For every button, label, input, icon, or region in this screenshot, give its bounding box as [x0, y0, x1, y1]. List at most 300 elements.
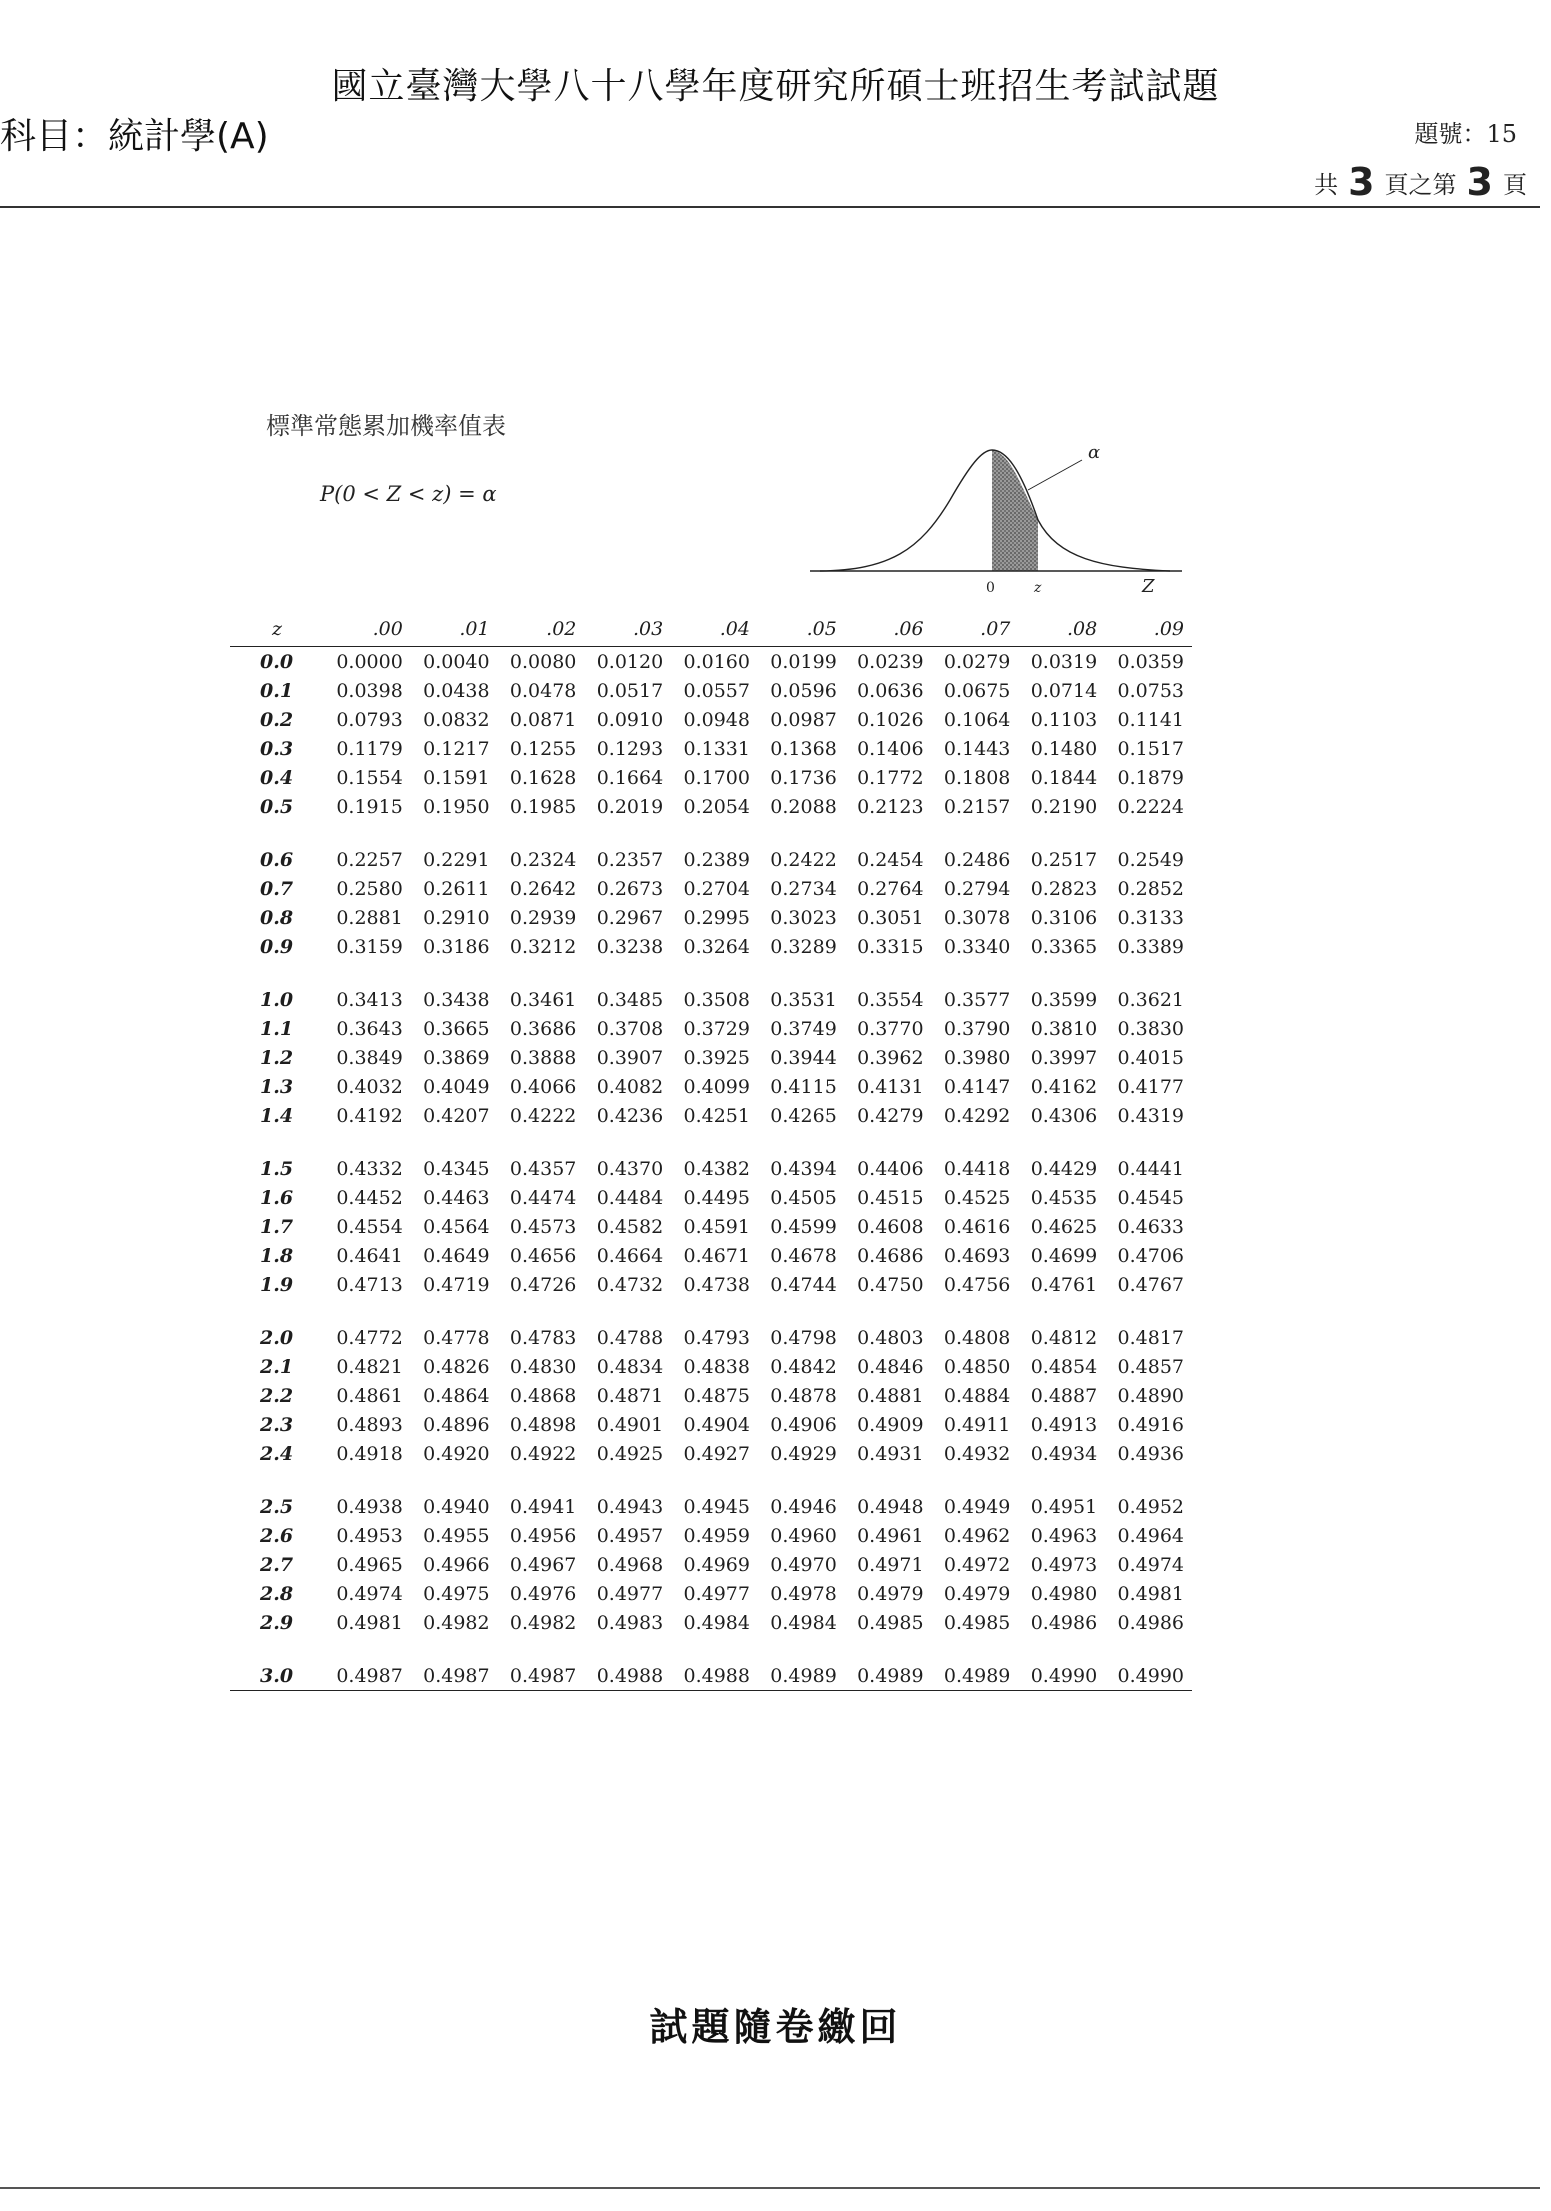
probability-cell: 0.4978: [770, 1582, 837, 1605]
z-value: 1.3: [260, 1075, 294, 1098]
probability-cell: 0.4236: [596, 1104, 664, 1127]
probability-cell: 0.3413: [336, 988, 403, 1011]
probability-cell: 0.4505: [770, 1186, 837, 1209]
probability-cell: 0.0199: [770, 650, 837, 673]
probability-cell: 0.4319: [1117, 1104, 1184, 1127]
probability-cell: 0.4861: [336, 1384, 403, 1407]
probability-cell: 0.4830: [509, 1355, 577, 1378]
table-row: [230, 734, 1192, 763]
probability-cell: 0.4599: [770, 1215, 837, 1238]
probability-cell: 0.3485: [596, 988, 664, 1011]
probability-cell: 0.4778: [423, 1326, 490, 1349]
probability-cell: 0.4767: [1117, 1273, 1184, 1296]
probability-cell: 0.1255: [509, 737, 577, 760]
probability-cell: 0.4474: [509, 1186, 577, 1209]
z-value: 1.1: [260, 1017, 294, 1040]
probability-cell: 0.1026: [857, 708, 924, 731]
probability-cell: 0.3051: [857, 906, 924, 929]
z-value: 2.0: [260, 1326, 294, 1349]
probability-cell: 0.4671: [683, 1244, 750, 1267]
probability-cell: 0.3810: [1030, 1017, 1098, 1040]
probability-cell: 0.4838: [683, 1355, 750, 1378]
probability-cell: 0.4946: [770, 1495, 837, 1518]
table-row: [230, 821, 1192, 874]
probability-cell: 0.4693: [943, 1244, 1011, 1267]
probability-cell: 0.2642: [509, 877, 577, 900]
probability-cell: 0.4788: [596, 1326, 664, 1349]
probability-cell: 0.4641: [336, 1244, 403, 1267]
column-header: .05: [758, 614, 845, 647]
z-value: 2.8: [260, 1582, 294, 1605]
column-header: .03: [584, 614, 671, 647]
probability-cell: 0.4857: [1117, 1355, 1184, 1378]
probability-cell: 0.4463: [423, 1186, 490, 1209]
probability-cell: 0.4049: [423, 1075, 490, 1098]
probability-cell: 0.2823: [1030, 877, 1098, 900]
table-row: [230, 1241, 1192, 1270]
probability-cell: 0.4871: [596, 1384, 664, 1407]
probability-cell: 0.1985: [509, 795, 577, 818]
probability-cell: 0.4949: [943, 1495, 1011, 1518]
probability-cell: 0.4082: [596, 1075, 664, 1098]
z-value: 2.5: [260, 1495, 294, 1518]
probability-cell: 0.2704: [683, 877, 750, 900]
z-value: 1.9: [260, 1273, 294, 1296]
probability-cell: 0.4906: [770, 1413, 837, 1436]
z-value: 2.4: [260, 1442, 294, 1465]
probability-cell: 0.4982: [509, 1611, 577, 1634]
probability-cell: 0.4808: [943, 1326, 1011, 1349]
z-value: 0.9: [260, 935, 294, 958]
probability-cell: 0.0832: [423, 708, 490, 731]
probability-cell: 0.4960: [770, 1524, 837, 1547]
probability-cell: 0.2881: [336, 906, 403, 929]
probability-cell: 0.4988: [671, 1637, 758, 1691]
probability-cell: 0.4864: [423, 1384, 490, 1407]
probability-cell: 0.4957: [596, 1524, 664, 1547]
probability-cell: 0.3186: [423, 935, 490, 958]
table-row: [230, 1550, 1192, 1579]
probability-cell: 0.4345: [423, 1157, 490, 1180]
probability-cell: 0.4966: [423, 1553, 490, 1576]
probability-cell: 0.2157: [943, 795, 1011, 818]
probability-cell: 0.3869: [423, 1046, 490, 1069]
probability-cell: 0.3907: [596, 1046, 664, 1069]
normal-curve-figure: [810, 440, 1190, 600]
probability-cell: 0.4279: [857, 1104, 924, 1127]
probability-cell: 0.2190: [1030, 795, 1098, 818]
probability-cell: 0.4793: [683, 1326, 750, 1349]
probability-cell: 0.2389: [683, 848, 750, 871]
probability-cell: 0.4983: [596, 1611, 664, 1634]
probability-cell: 0.4943: [596, 1495, 664, 1518]
probability-cell: 0.4918: [336, 1442, 403, 1465]
probability-cell: 0.3643: [336, 1017, 403, 1040]
z-value: 0.6: [260, 848, 294, 871]
probability-cell: 0.4989: [758, 1637, 845, 1691]
probability-formula: P(0 < Z < z) = α: [320, 482, 497, 506]
footer-divider: [0, 2187, 1540, 2189]
probability-cell: 0.3830: [1117, 1017, 1184, 1040]
probability-cell: 0.4878: [770, 1384, 837, 1407]
probability-cell: 0.2088: [770, 795, 837, 818]
probability-cell: 0.0517: [596, 679, 664, 702]
probability-cell: 0.1179: [336, 737, 403, 760]
probability-cell: 0.0714: [1030, 679, 1098, 702]
page-total-prefix: 共: [1314, 170, 1339, 199]
probability-cell: 0.3106: [1030, 906, 1098, 929]
z-value: 1.6: [260, 1186, 294, 1209]
probability-cell: 0.4953: [336, 1524, 403, 1547]
probability-cell: 0.4974: [336, 1582, 403, 1605]
probability-cell: 0.4616: [943, 1215, 1011, 1238]
probability-cell: 0.0319: [1030, 650, 1098, 673]
probability-cell: 0.4972: [943, 1553, 1011, 1576]
subject-label: 科目：統計學(A): [0, 116, 269, 157]
probability-cell: 0.4783: [509, 1326, 577, 1349]
probability-cell: 0.4649: [423, 1244, 490, 1267]
probability-cell: 0.4756: [943, 1273, 1011, 1296]
probability-cell: 0.2852: [1117, 877, 1184, 900]
table-row: [230, 1183, 1192, 1212]
probability-cell: 0.4713: [336, 1273, 403, 1296]
probability-cell: 0.4664: [596, 1244, 664, 1267]
page-info: [1314, 160, 1527, 204]
probability-cell: 0.4979: [857, 1582, 924, 1605]
probability-cell: 0.4850: [943, 1355, 1011, 1378]
probability-cell: 0.4115: [770, 1075, 837, 1098]
probability-cell: 0.4925: [596, 1442, 664, 1465]
probability-cell: 0.4564: [423, 1215, 490, 1238]
probability-cell: 0.3531: [770, 988, 837, 1011]
probability-cell: 0.4131: [857, 1075, 924, 1098]
probability-cell: 0.4964: [1117, 1524, 1184, 1547]
axis-zero-label: 0: [986, 580, 995, 596]
probability-cell: 0.4913: [1030, 1413, 1098, 1436]
probability-cell: 0.4974: [1117, 1553, 1184, 1576]
probability-cell: 0.3365: [1030, 935, 1098, 958]
probability-cell: 0.4177: [1117, 1075, 1184, 1098]
probability-cell: 0.4418: [943, 1157, 1011, 1180]
column-header: .07: [932, 614, 1019, 647]
probability-cell: 0.0910: [596, 708, 664, 731]
probability-cell: 0.2324: [509, 848, 577, 871]
probability-cell: 0.3770: [857, 1017, 924, 1040]
table-row: [230, 1072, 1192, 1101]
probability-cell: 0.4066: [509, 1075, 577, 1098]
probability-cell: 0.2357: [596, 848, 664, 871]
probability-cell: 0.0438: [423, 679, 490, 702]
page-total: 3: [1348, 160, 1375, 204]
probability-cell: 0.4192: [336, 1104, 403, 1127]
probability-cell: 0.4952: [1117, 1495, 1184, 1518]
probability-cell: 0.4979: [943, 1582, 1011, 1605]
probability-cell: 0.0279: [943, 650, 1011, 673]
table-row: [230, 1014, 1192, 1043]
probability-cell: 0.3078: [943, 906, 1011, 929]
page-suffix: 頁: [1503, 170, 1527, 199]
axis-Z-label: Z: [1142, 576, 1155, 597]
table-row: [230, 961, 1192, 1014]
probability-cell: 0.2995: [683, 906, 750, 929]
z-value: 2.3: [260, 1413, 294, 1436]
probability-cell: 0.4938: [336, 1495, 403, 1518]
probability-cell: 0.4977: [683, 1582, 750, 1605]
probability-cell: 0.4357: [509, 1157, 577, 1180]
probability-cell: 0.4973: [1030, 1553, 1098, 1576]
probability-cell: 0.3888: [509, 1046, 577, 1069]
probability-cell: 0.4706: [1117, 1244, 1184, 1267]
probability-cell: 0.1217: [423, 737, 490, 760]
alpha-pointer: [1028, 460, 1082, 490]
probability-cell: 0.4251: [683, 1104, 750, 1127]
probability-cell: 0.4732: [596, 1273, 664, 1296]
probability-cell: 0.4306: [1030, 1104, 1098, 1127]
probability-cell: 0.4429: [1030, 1157, 1098, 1180]
probability-cell: 0.4896: [423, 1413, 490, 1436]
probability-cell: 0.3577: [943, 988, 1011, 1011]
probability-cell: 0.4971: [857, 1553, 924, 1576]
probability-cell: 0.3686: [509, 1017, 577, 1040]
table-row: [230, 1439, 1192, 1468]
probability-cell: 0.4922: [509, 1442, 577, 1465]
probability-cell: 0.0871: [509, 708, 577, 731]
probability-cell: 0.0040: [423, 650, 490, 673]
probability-cell: 0.4970: [770, 1553, 837, 1576]
probability-cell: 0.4207: [423, 1104, 490, 1127]
probability-cell: 0.2486: [943, 848, 1011, 871]
probability-cell: 0.4980: [1030, 1582, 1098, 1605]
probability-cell: 0.4929: [770, 1442, 837, 1465]
probability-cell: 0.4911: [943, 1413, 1011, 1436]
probability-cell: 0.4901: [596, 1413, 664, 1436]
z-value: 0.7: [260, 877, 294, 900]
header-divider: [0, 206, 1540, 208]
probability-cell: 0.4940: [423, 1495, 490, 1518]
exam-title: 國立臺灣大學八十八學年度研究所碩士班招生考試試題: [331, 66, 1220, 107]
probability-cell: 0.4987: [324, 1637, 411, 1691]
probability-cell: 0.3438: [423, 988, 490, 1011]
probability-cell: 0.4904: [683, 1413, 750, 1436]
probability-cell: 0.3925: [683, 1046, 750, 1069]
probability-cell: 0.4686: [857, 1244, 924, 1267]
probability-cell: 0.3389: [1117, 935, 1184, 958]
probability-cell: 0.4955: [423, 1524, 490, 1547]
probability-cell: 0.4968: [596, 1553, 664, 1576]
probability-cell: 0.3944: [770, 1046, 837, 1069]
probability-cell: 0.3621: [1117, 988, 1184, 1011]
probability-cell: 0.2454: [857, 848, 924, 871]
column-header: .09: [1105, 614, 1192, 647]
probability-cell: 0.4394: [770, 1157, 837, 1180]
probability-cell: 0.4989: [932, 1637, 1019, 1691]
table-row: [230, 1043, 1192, 1072]
probability-cell: 0.4162: [1030, 1075, 1098, 1098]
probability-cell: 0.2019: [596, 795, 664, 818]
probability-cell: 0.1331: [683, 737, 750, 760]
probability-cell: 0.1443: [943, 737, 1011, 760]
probability-cell: 0.2967: [596, 906, 664, 929]
probability-cell: 0.1664: [596, 766, 664, 789]
probability-cell: 0.2910: [423, 906, 490, 929]
probability-cell: 0.4452: [336, 1186, 403, 1209]
probability-cell: 0.4931: [857, 1442, 924, 1465]
probability-cell: 0.4573: [509, 1215, 577, 1238]
probability-cell: 0.1844: [1030, 766, 1098, 789]
probability-cell: 0.3508: [683, 988, 750, 1011]
probability-cell: 0.4984: [770, 1611, 837, 1634]
probability-cell: 0.2734: [770, 877, 837, 900]
probability-cell: 0.2054: [683, 795, 750, 818]
probability-cell: 0.1554: [336, 766, 403, 789]
z-value: 2.9: [260, 1611, 294, 1634]
probability-cell: 0.4956: [509, 1524, 577, 1547]
probability-cell: 0.1879: [1117, 766, 1184, 789]
probability-cell: 0.4719: [423, 1273, 490, 1296]
probability-cell: 0.2764: [857, 877, 924, 900]
probability-cell: 0.4977: [596, 1582, 664, 1605]
probability-cell: 0.0120: [596, 650, 664, 673]
probability-cell: 0.1064: [943, 708, 1011, 731]
probability-cell: 0.4846: [857, 1355, 924, 1378]
z-value: 0.1: [260, 679, 294, 702]
probability-cell: 0.4988: [584, 1637, 671, 1691]
probability-cell: 0.4535: [1030, 1186, 1098, 1209]
table-row: [230, 1608, 1192, 1637]
probability-cell: 0.3315: [857, 935, 924, 958]
probability-cell: 0.4932: [943, 1442, 1011, 1465]
probability-cell: 0.3461: [509, 988, 577, 1011]
column-header: .08: [1018, 614, 1105, 647]
table-row: [230, 1381, 1192, 1410]
probability-cell: 0.2517: [1030, 848, 1098, 871]
probability-cell: 0.4951: [1030, 1495, 1098, 1518]
probability-cell: 0.0675: [943, 679, 1011, 702]
table-row: [230, 705, 1192, 734]
probability-cell: 0.3159: [336, 935, 403, 958]
probability-cell: 0.1808: [943, 766, 1011, 789]
probability-cell: 0.4985: [943, 1611, 1011, 1634]
z-value: 2.2: [260, 1384, 294, 1407]
probability-cell: 0.4015: [1117, 1046, 1184, 1069]
probability-cell: 0.1628: [509, 766, 577, 789]
probability-cell: 0.0359: [1117, 650, 1184, 673]
table-row: [230, 1410, 1192, 1439]
probability-cell: 0.2549: [1117, 848, 1184, 871]
probability-cell: 0.4868: [509, 1384, 577, 1407]
z-value: 1.5: [260, 1157, 294, 1180]
probability-cell: 0.4982: [423, 1611, 490, 1634]
probability-cell: 0.3997: [1030, 1046, 1098, 1069]
probability-cell: 0.4812: [1030, 1326, 1098, 1349]
probability-cell: 0.3554: [857, 988, 924, 1011]
probability-cell: 0.4554: [336, 1215, 403, 1238]
probability-cell: 0.4099: [683, 1075, 750, 1098]
probability-cell: 0.4890: [1117, 1384, 1184, 1407]
probability-cell: 0.4147: [943, 1075, 1011, 1098]
probability-cell: 0.4750: [857, 1273, 924, 1296]
probability-cell: 0.0478: [509, 679, 577, 702]
probability-cell: 0.3289: [770, 935, 837, 958]
probability-cell: 0.3749: [770, 1017, 837, 1040]
probability-cell: 0.1915: [336, 795, 403, 818]
probability-cell: 0.4608: [857, 1215, 924, 1238]
probability-cell: 0.4332: [336, 1157, 403, 1180]
probability-cell: 0.4969: [683, 1553, 750, 1576]
probability-cell: 0.4893: [336, 1413, 403, 1436]
probability-cell: 0.0987: [770, 708, 837, 731]
table-row: [230, 903, 1192, 932]
probability-cell: 0.3264: [683, 935, 750, 958]
probability-cell: 0.4967: [509, 1553, 577, 1576]
probability-cell: 0.0557: [683, 679, 750, 702]
probability-cell: 0.4934: [1030, 1442, 1098, 1465]
question-number: 題號：15: [1414, 120, 1517, 148]
probability-cell: 0.4625: [1030, 1215, 1098, 1238]
probability-cell: 0.0636: [857, 679, 924, 702]
probability-cell: 0.4959: [683, 1524, 750, 1547]
probability-cell: 0.4821: [336, 1355, 403, 1378]
probability-cell: 0.4222: [509, 1104, 577, 1127]
table-title: 標準常態累加機率值表: [266, 412, 506, 440]
probability-cell: 0.4633: [1117, 1215, 1184, 1238]
probability-cell: 0.1480: [1030, 737, 1098, 760]
probability-cell: 0.4265: [770, 1104, 837, 1127]
probability-cell: 0.4382: [683, 1157, 750, 1180]
probability-cell: 0.4699: [1030, 1244, 1098, 1267]
probability-cell: 0.4887: [1030, 1384, 1098, 1407]
probability-cell: 0.4898: [509, 1413, 577, 1436]
probability-cell: 0.4744: [770, 1273, 837, 1296]
z-table: [230, 614, 1192, 1691]
probability-cell: 0.3665: [423, 1017, 490, 1040]
probability-cell: 0.2611: [423, 877, 490, 900]
probability-cell: 0.4854: [1030, 1355, 1098, 1378]
probability-cell: 0.4441: [1117, 1157, 1184, 1180]
probability-cell: 0.4875: [683, 1384, 750, 1407]
table-row: [230, 1101, 1192, 1130]
page-current: 3: [1466, 160, 1493, 204]
probability-cell: 0.4948: [857, 1495, 924, 1518]
column-header: .00: [324, 614, 411, 647]
probability-cell: 0.2422: [770, 848, 837, 871]
return-notice: 試題隨卷繳回: [649, 2004, 902, 2049]
probability-cell: 0.1736: [770, 766, 837, 789]
probability-cell: 0.3212: [509, 935, 577, 958]
probability-cell: 0.4987: [498, 1637, 585, 1691]
z-value: 0.4: [260, 766, 294, 789]
column-header: .06: [845, 614, 932, 647]
z-value: 0.8: [260, 906, 294, 929]
table-row: [230, 1579, 1192, 1608]
probability-cell: 0.4842: [770, 1355, 837, 1378]
z-value: 0.5: [260, 795, 294, 818]
probability-cell: 0.4761: [1030, 1273, 1098, 1296]
probability-cell: 0.2673: [596, 877, 664, 900]
probability-cell: 0.4406: [857, 1157, 924, 1180]
z-value: 1.7: [260, 1215, 294, 1238]
probability-cell: 0.3980: [943, 1046, 1011, 1069]
probability-cell: 0.4798: [770, 1326, 837, 1349]
probability-cell: 0.3729: [683, 1017, 750, 1040]
probability-cell: 0.4920: [423, 1442, 490, 1465]
probability-cell: 0.2257: [336, 848, 403, 871]
probability-cell: 0.0793: [336, 708, 403, 731]
probability-cell: 0.4484: [596, 1186, 664, 1209]
probability-cell: 0.0948: [683, 708, 750, 731]
probability-cell: 0.1103: [1030, 708, 1098, 731]
probability-cell: 0.4927: [683, 1442, 750, 1465]
